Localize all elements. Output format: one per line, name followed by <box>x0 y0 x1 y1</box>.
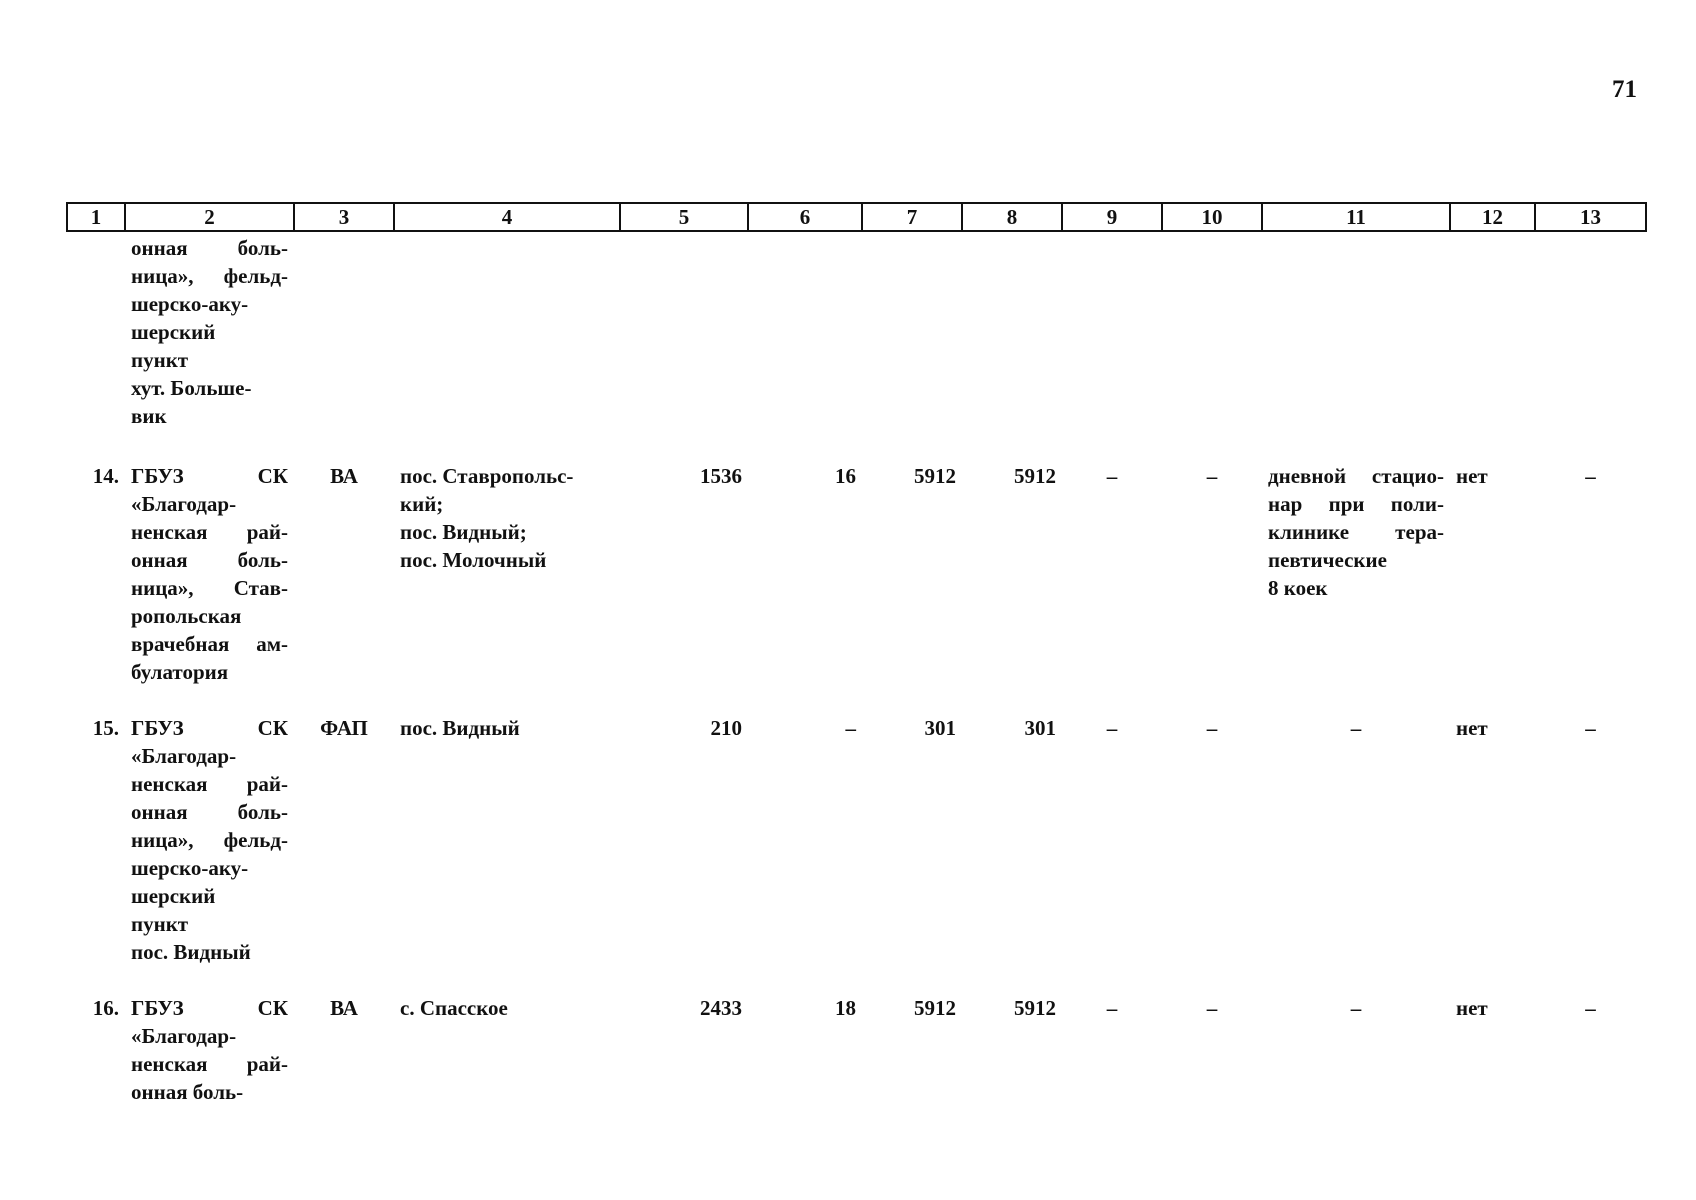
text-line: онная боль- <box>131 548 288 572</box>
column-header-11: 11 <box>1262 203 1450 231</box>
continuation-row <box>67 231 1646 462</box>
cell-col13: – <box>1585 996 1596 1020</box>
text-line: врачебная ам- <box>131 632 288 656</box>
cell-col12: нет <box>1456 996 1488 1020</box>
cell-empty <box>962 231 1062 462</box>
text-line: клинике тера- <box>1268 520 1444 544</box>
cell-col6: 18 <box>835 996 856 1020</box>
text-line: хут. Больше- <box>131 376 252 400</box>
cell-name <box>125 231 294 462</box>
text-line: «Благодар- <box>131 492 237 516</box>
text-line: ница», Став- <box>131 576 288 600</box>
text-line: пос. Ставропольс- <box>400 464 574 488</box>
text-line: ница», фельд- <box>131 264 288 288</box>
text-line: ненская рай- <box>131 772 288 796</box>
cell-name <box>125 714 294 994</box>
page-number: 71 <box>1612 76 1637 103</box>
cell-type: ВА <box>330 464 358 488</box>
cell-col9: – <box>1106 716 1118 740</box>
text-line: пос. Видный; <box>400 520 527 544</box>
cell-col13: – <box>1585 464 1596 488</box>
cell-col7: 5912 <box>914 996 956 1020</box>
text-line: дневной стацио- <box>1268 464 1444 488</box>
table-row <box>67 462 1646 714</box>
cell-empty <box>1535 231 1646 462</box>
cell-name <box>125 994 294 1134</box>
text-line: – <box>1350 996 1362 1020</box>
text-line: шерско-аку- <box>131 292 249 316</box>
column-header-3: 3 <box>294 203 394 231</box>
cell-col13: – <box>1585 716 1596 740</box>
column-header-6: 6 <box>748 203 862 231</box>
text-line: онная боль- <box>131 1080 244 1104</box>
cell-empty <box>862 231 962 462</box>
cell-location <box>394 714 620 994</box>
text-line: ненская рай- <box>131 1052 288 1076</box>
cell-col10: – <box>1206 464 1218 488</box>
column-header-13: 13 <box>1535 203 1646 231</box>
column-header-1: 1 <box>67 203 125 231</box>
column-header-2: 2 <box>125 203 294 231</box>
column-header-8: 8 <box>962 203 1062 231</box>
cell-col6: – <box>845 716 856 740</box>
text-line: пос. Видный <box>131 940 251 964</box>
cell-location <box>394 994 620 1134</box>
table-row <box>67 994 1646 1134</box>
column-header-12: 12 <box>1450 203 1535 231</box>
text-line: шерско-аку- <box>131 856 249 880</box>
cell-empty <box>1450 231 1535 462</box>
text-line: 8 коек <box>1268 576 1328 600</box>
column-header-4: 4 <box>394 203 620 231</box>
cell-empty <box>1162 231 1262 462</box>
cell-name <box>125 462 294 714</box>
text-line: ненская рай- <box>131 520 288 544</box>
cell-col7: 301 <box>924 716 956 740</box>
cell-location <box>394 462 620 714</box>
cell-col9: – <box>1106 996 1118 1020</box>
column-number-header <box>67 203 1646 231</box>
cell-empty <box>748 231 862 462</box>
text-line: – <box>1350 716 1362 740</box>
text-line: с. Спасское <box>400 996 508 1020</box>
column-header-9: 9 <box>1062 203 1162 231</box>
text-line: ГБУЗ СК <box>131 716 288 740</box>
cell-col6: 16 <box>835 464 856 488</box>
text-line: нар при поли- <box>1268 492 1444 516</box>
cell-num: 15. <box>92 716 119 740</box>
text-line: «Благодар- <box>131 1024 237 1048</box>
cell-empty <box>294 231 394 462</box>
cell-num: 16. <box>92 996 119 1020</box>
text-line: онная боль- <box>131 236 288 260</box>
cell-empty <box>1062 231 1162 462</box>
cell-col12: нет <box>1456 716 1488 740</box>
cell-empty <box>394 231 620 462</box>
text-line: ГБУЗ СК <box>131 464 288 488</box>
column-header-10: 10 <box>1162 203 1262 231</box>
cell-empty <box>1262 231 1450 462</box>
text-line: «Благодар- <box>131 744 237 768</box>
text-line: пункт <box>131 912 189 936</box>
text-line: пос. Видный <box>400 716 520 740</box>
text-line: ГБУЗ СК <box>131 996 288 1020</box>
cell-num: 14. <box>92 464 119 488</box>
column-header-7: 7 <box>862 203 962 231</box>
text-line: ропольская <box>131 604 242 628</box>
cell-col12: нет <box>1456 464 1488 488</box>
text-line: пункт <box>131 348 189 372</box>
text-line: онная боль- <box>131 800 288 824</box>
cell-col8: 301 <box>1024 716 1056 740</box>
cell-col11 <box>1262 714 1450 994</box>
column-header-5: 5 <box>620 203 748 231</box>
table-row <box>67 714 1646 994</box>
cell-col10: – <box>1206 716 1218 740</box>
text-line: ница», фельд- <box>131 828 288 852</box>
data-table <box>66 202 1647 1134</box>
text-line: вик <box>131 404 167 428</box>
cell-col8: 5912 <box>1014 464 1056 488</box>
text-line: певтические <box>1268 548 1387 572</box>
cell-col5: 210 <box>710 716 742 740</box>
cell-num <box>67 231 125 462</box>
cell-col5: 2433 <box>700 996 742 1020</box>
text-line: булатория <box>131 660 229 684</box>
cell-col11 <box>1262 994 1450 1134</box>
cell-col11 <box>1262 462 1450 714</box>
cell-col9: – <box>1106 464 1118 488</box>
cell-type: ВА <box>330 996 358 1020</box>
cell-type: ФАП <box>320 716 368 740</box>
text-line: шерский <box>131 884 216 908</box>
text-line: пос. Молочный <box>400 548 547 572</box>
cell-col8: 5912 <box>1014 996 1056 1020</box>
cell-empty <box>620 231 748 462</box>
text-line: кий; <box>400 492 444 516</box>
text-line: шерский <box>131 320 216 344</box>
cell-col5: 1536 <box>700 464 742 488</box>
cell-col10: – <box>1206 996 1218 1020</box>
cell-col7: 5912 <box>914 464 956 488</box>
